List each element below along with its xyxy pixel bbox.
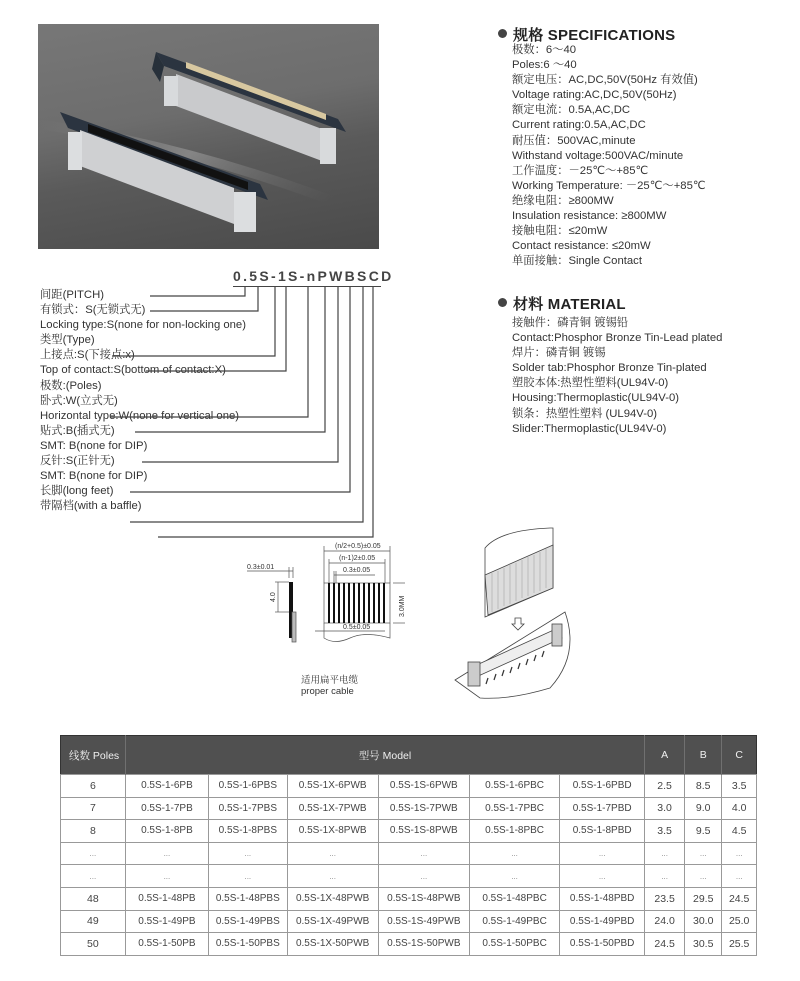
cell-c: 4.0 bbox=[722, 797, 757, 820]
spec-line: 工作温度：－25℃～+85℃ bbox=[512, 164, 649, 177]
cell-model: ... bbox=[287, 865, 378, 888]
cell-a: 24.5 bbox=[645, 933, 685, 956]
material-line: Solder tab:Phosphor Bronze Tin-plated bbox=[512, 362, 707, 375]
spec-line: Poles:6 ～40 bbox=[512, 59, 577, 72]
cell-poles: 8 bbox=[61, 820, 126, 843]
cell-c: ... bbox=[722, 842, 757, 865]
cell-model: 0.5S-1S-50PWB bbox=[378, 933, 469, 956]
cell-model: 0.5S-1-8PB bbox=[125, 820, 208, 843]
cell-model: 0.5S-1X-49PWB bbox=[287, 910, 378, 933]
decode-line: 带隔档(with a baffle) bbox=[40, 500, 142, 513]
cell-model: 0.5S-1X-50PWB bbox=[287, 933, 378, 956]
cell-model: 0.5S-1X-8PWB bbox=[287, 820, 378, 843]
decode-line: SMT: B(none for DIP) bbox=[40, 470, 148, 483]
cell-c: 24.5 bbox=[722, 887, 757, 910]
cell-poles: 50 bbox=[61, 933, 126, 956]
spec-line: Insulation resistance: ≥800MW bbox=[512, 210, 667, 223]
material-line: 接触件：磷青铜 镀锡铅 bbox=[512, 317, 629, 329]
specifications-title-cn: 规格 bbox=[513, 27, 544, 44]
table-header-row bbox=[61, 736, 757, 775]
cell-model: 0.5S-1-6PB bbox=[125, 775, 208, 798]
product-photo bbox=[38, 24, 379, 249]
cell-model: 0.5S-1S-49PWB bbox=[378, 910, 469, 933]
cell-model: ... bbox=[469, 865, 559, 888]
cell-a: ... bbox=[645, 865, 685, 888]
header-model: 型号 Model bbox=[125, 736, 644, 775]
cell-model: ... bbox=[125, 865, 208, 888]
material-list bbox=[512, 316, 722, 437]
bullet-icon bbox=[498, 29, 507, 38]
spec-line: Current rating:0.5A,AC,DC bbox=[512, 119, 646, 132]
cell-b: 8.5 bbox=[685, 775, 722, 798]
table-row bbox=[61, 842, 757, 865]
decode-line: Locking type:S(none for non-locking one) bbox=[40, 319, 246, 332]
material-line: Housing:Thermoplastic(UL94V-0) bbox=[512, 392, 680, 405]
cell-model: 0.5S-1-48PB bbox=[125, 887, 208, 910]
cell-model: 0.5S-1X-7PWB bbox=[287, 797, 378, 820]
table-body bbox=[61, 775, 757, 956]
decode-line: 类型(Type) bbox=[40, 334, 95, 347]
table-row bbox=[61, 797, 757, 820]
cell-a: 24.0 bbox=[645, 910, 685, 933]
cell-b: 29.5 bbox=[685, 887, 722, 910]
cell-b: ... bbox=[685, 865, 722, 888]
cell-model: 0.5S-1-8PBD bbox=[560, 820, 645, 843]
cable-installation-drawing bbox=[440, 520, 600, 700]
cell-model: ... bbox=[125, 842, 208, 865]
specifications-heading bbox=[498, 24, 675, 45]
cell-poles: 7 bbox=[61, 797, 126, 820]
cell-model: 0.5S-1-6PBD bbox=[560, 775, 645, 798]
cell-poles: 49 bbox=[61, 910, 126, 933]
cell-model: 0.5S-1-7PB bbox=[125, 797, 208, 820]
cell-model: ... bbox=[378, 865, 469, 888]
spec-line: 额定电流：0.5A,AC,DC bbox=[512, 104, 631, 117]
spec-line: 接触电阻：≤20mW bbox=[512, 225, 608, 238]
material-line: Slider:Thermoplastic(UL94V-0) bbox=[512, 422, 667, 435]
decode-line: 反针:S(正针无) bbox=[40, 455, 115, 468]
cell-model: 0.5S-1-50PB bbox=[125, 933, 208, 956]
model-code-decode-list bbox=[40, 288, 246, 514]
cable-caption bbox=[301, 675, 358, 697]
cell-model: 0.5S-1-8PBS bbox=[209, 820, 288, 843]
cell-a: ... bbox=[645, 842, 685, 865]
cell-model: 0.5S-1-48PBS bbox=[209, 887, 288, 910]
table-row bbox=[61, 820, 757, 843]
cell-model: 0.5S-1-48PBC bbox=[469, 887, 559, 910]
cell-model: 0.5S-1S-6PWB bbox=[378, 775, 469, 798]
table-row bbox=[61, 775, 757, 798]
cell-model: ... bbox=[209, 865, 288, 888]
spec-line: 额定电压：AC,DC,50V(50Hz 有效值) bbox=[512, 74, 698, 87]
cell-model: 0.5S-1-8PBC bbox=[469, 820, 559, 843]
dim-length-label: 4.0 bbox=[270, 592, 277, 602]
cell-poles: 6 bbox=[61, 775, 126, 798]
cable-caption-en: proper cable bbox=[301, 686, 354, 697]
cell-model: 0.5S-1-49PBS bbox=[209, 910, 288, 933]
dim-height-label: 3.0MM bbox=[399, 595, 406, 617]
decode-line: 有锁式：S(无锁式无) bbox=[40, 304, 146, 317]
cell-model: 0.5S-1-50PBD bbox=[560, 933, 645, 956]
connector-photo-illustration bbox=[38, 24, 379, 249]
cell-model: 0.5S-1-7PBC bbox=[469, 797, 559, 820]
bullet-icon bbox=[498, 298, 507, 307]
material-line: Contact:Phosphor Bronze Tin-Lead plated bbox=[512, 332, 723, 345]
cell-a: 2.5 bbox=[645, 775, 685, 798]
spec-line: Contact resistance: ≤20mW bbox=[512, 240, 651, 253]
cell-model: 0.5S-1-50PBC bbox=[469, 933, 559, 956]
connector-back bbox=[152, 52, 346, 164]
spec-line: 绝缘电阻：≥800MW bbox=[512, 194, 614, 207]
decode-line: 上接点:S(下接点:x) bbox=[40, 349, 135, 362]
model-code-underline bbox=[233, 286, 381, 287]
cell-model: 0.5S-1S-7PWB bbox=[378, 797, 469, 820]
header-b: B bbox=[685, 736, 722, 775]
spec-line: Working Temperature: －25℃～+85℃ bbox=[512, 179, 706, 192]
decode-line: SMT: B(none for DIP) bbox=[40, 439, 148, 452]
decode-line: 间距(PITCH) bbox=[40, 289, 105, 301]
cell-model: ... bbox=[378, 842, 469, 865]
cell-model: 0.5S-1-49PBD bbox=[560, 910, 645, 933]
cell-a: 3.0 bbox=[645, 797, 685, 820]
cell-model: 0.5S-1-7PBD bbox=[560, 797, 645, 820]
dim-thickness-label: 0.3±0.01 bbox=[247, 564, 275, 571]
material-line: 锁条：热塑性塑料 (UL94V-0) bbox=[512, 407, 658, 420]
table-row bbox=[61, 887, 757, 910]
cell-model: 0.5S-1S-48PWB bbox=[378, 887, 469, 910]
cell-b: ... bbox=[685, 842, 722, 865]
cell-model: 0.5S-1-50PBS bbox=[209, 933, 288, 956]
decode-line: 极数:(Poles) bbox=[40, 379, 102, 392]
cell-model: ... bbox=[209, 842, 288, 865]
cell-c: ... bbox=[722, 865, 757, 888]
insert-arrow-icon bbox=[512, 618, 524, 630]
cell-poles: 48 bbox=[61, 887, 126, 910]
cell-c: 25.5 bbox=[722, 933, 757, 956]
table-row bbox=[61, 933, 757, 956]
material-title-cn: 材料 bbox=[513, 296, 544, 313]
cell-model: 0.5S-1-6PBS bbox=[209, 775, 288, 798]
material-line: 塑胶本体:热塑性塑料(UL94V-0) bbox=[512, 377, 669, 390]
header-a: A bbox=[645, 736, 685, 775]
cell-model: ... bbox=[469, 842, 559, 865]
cell-model: ... bbox=[287, 842, 378, 865]
cell-b: 30.5 bbox=[685, 933, 722, 956]
cable-caption-cn: 适用扁平电缆 bbox=[301, 675, 359, 686]
spec-line: 耐压值：500VAC,minute bbox=[512, 134, 636, 147]
material-line: 焊片：磷青铜 镀锡 bbox=[512, 347, 606, 360]
cell-b: 30.0 bbox=[685, 910, 722, 933]
header-c: C bbox=[722, 736, 757, 775]
cable-dimension-drawing bbox=[235, 530, 410, 675]
cell-c: 25.0 bbox=[722, 910, 757, 933]
cell-c: 3.5 bbox=[722, 775, 757, 798]
cell-poles: ... bbox=[61, 842, 126, 865]
cell-model: 0.5S-1X-48PWB bbox=[287, 887, 378, 910]
spec-line: 单面接触：Single Contact bbox=[512, 255, 642, 268]
cell-b: 9.0 bbox=[685, 797, 722, 820]
material-title-en: MATERIAL bbox=[547, 296, 626, 313]
decode-line: 长脚(long feet) bbox=[40, 485, 114, 498]
spec-line: Withstand voltage:500VAC/minute bbox=[512, 149, 684, 162]
table-row bbox=[61, 865, 757, 888]
material-heading bbox=[498, 293, 626, 314]
cell-model: 0.5S-1-49PB bbox=[125, 910, 208, 933]
dim-span-label: (n-1)2±0.05 bbox=[339, 555, 376, 562]
dim-width-label: 0.3±0.05 bbox=[343, 567, 371, 574]
model-code: 0.5S-1S-nPWBSCD bbox=[233, 268, 394, 284]
cell-a: 23.5 bbox=[645, 887, 685, 910]
decode-line: 卧式:W(立式无) bbox=[40, 394, 118, 407]
cell-c: 4.5 bbox=[722, 820, 757, 843]
specifications-list bbox=[512, 43, 706, 269]
decode-line: Top of contact:S(bottom of contact:X) bbox=[40, 364, 226, 377]
cell-model: 0.5S-1-49PBC bbox=[469, 910, 559, 933]
decode-line: Horizontal type:W(none for vertical one) bbox=[40, 409, 240, 422]
cell-a: 3.5 bbox=[645, 820, 685, 843]
cell-model: 0.5S-1-7PBS bbox=[209, 797, 288, 820]
cell-model: 0.5S-1-6PBC bbox=[469, 775, 559, 798]
specifications-title-en: SPECIFICATIONS bbox=[547, 27, 676, 44]
cell-model: 0.5S-1-48PBD bbox=[560, 887, 645, 910]
dim-total-label: (n/2+0.5)±0.05 bbox=[335, 543, 381, 550]
cell-model: 0.5S-1X-6PWB bbox=[287, 775, 378, 798]
decode-line: 贴式:B(插式无) bbox=[40, 424, 115, 437]
spec-line: 极数：6～40 bbox=[512, 44, 577, 56]
dim-pitch-label: 0.5±0.05 bbox=[343, 624, 371, 631]
model-table bbox=[60, 735, 757, 956]
cell-model: ... bbox=[560, 865, 645, 888]
cell-model: ... bbox=[560, 842, 645, 865]
cell-model: 0.5S-1S-8PWB bbox=[378, 820, 469, 843]
cell-b: 9.5 bbox=[685, 820, 722, 843]
table-row bbox=[61, 910, 757, 933]
header-poles: 线数 Poles bbox=[61, 736, 126, 775]
spec-line: Voltage rating:AC,DC,50V(50Hz) bbox=[512, 89, 677, 102]
cell-poles: ... bbox=[61, 865, 126, 888]
